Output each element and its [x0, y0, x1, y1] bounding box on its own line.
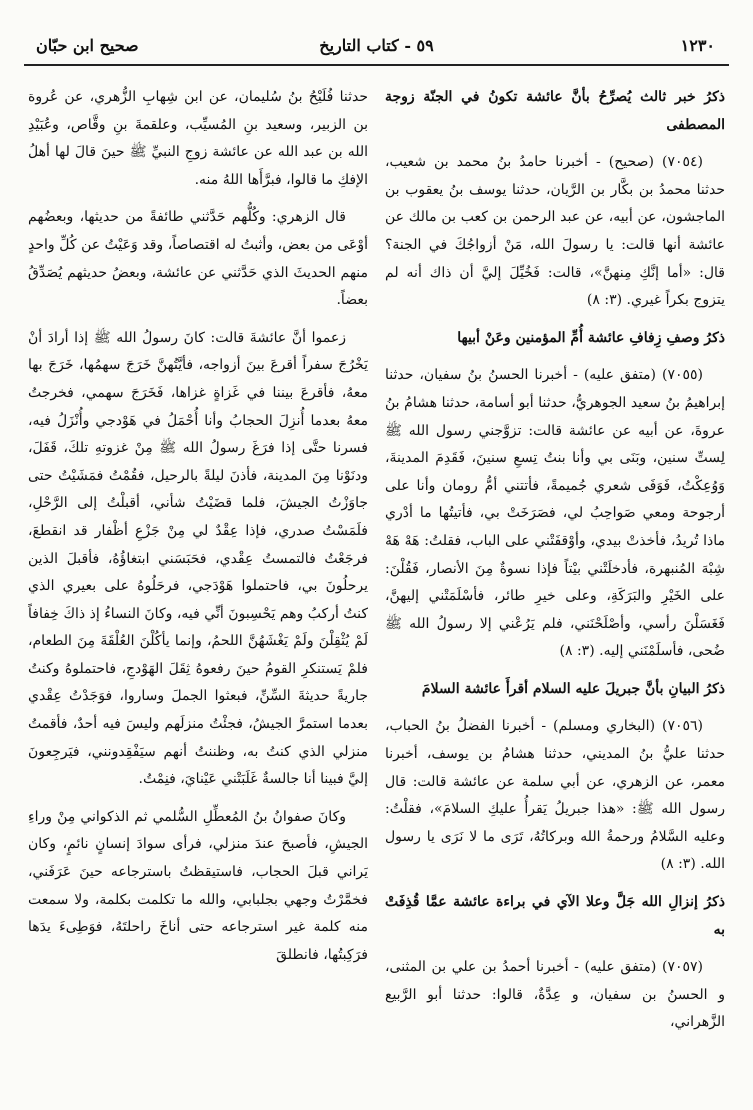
hadith-paragraph: (٧٠٥٦) (البخاري ومسلم) - أخبرنا الفضلُ بنُ الحباب، حدثنا عليُّ بنُ المديني، حدثنا هشامُ بن يوسف، أخبرنا معمر، عن الزهري، عن أبي سلمة عن عائشة قالت: قال رسول الله ﷺ: «هذا جبريلُ يَقرأُ عليكِ السلامَ»، فقلْتُ: وعليه السَّلامُ ورحمةُ الله وبركاتُهُ، تَرَى ما لا نَرَى يا رسول الله. (٣: ٨) — [385, 718, 725, 873]
header-rule — [24, 64, 729, 66]
right-column — [385, 84, 725, 1100]
hadith-paragraph: (٧٠٥٧) (متفق عليه) - أخبرنا أحمدُ بن علي بن المثنى، و الحسنُ بن سفيان، و عِدَّةٌ، قالوا: حدثنا أبو الرَّبيع الزَّهراني، — [385, 959, 725, 1031]
left-column — [28, 84, 368, 1100]
page-number: ١٢٣٠ — [680, 36, 715, 55]
chapter-title: ٥٩ - كتاب التاريخ — [319, 36, 434, 55]
text-paragraph: زعموا أنَّ عائشةَ قالت: كانَ رسولُ الله ﷺ إذا أرادَ أنْ يَخْرُجَ سفراً أقرعَ بينَ أزواجه، فأيَّتُهنَّ خَرَجَ سهمُها، خَرَجَ بها معهُ، فأقرعَ بيننا في غَزاةٍ غزاها، فَخَرَجَ سهمي، فخرجتُ معهُ بعدما أُنزِلَ الحجابُ وأنا أُحْمَلُ في هَوْدجي وأُنْزَلُ فيه، فسرنا حتَّى إذا فرَغَ رسولُ الله ﷺ مِنْ غزوتهِ تلكَ، قَفَلَ، ودنَوْنا مِنَ المدينة، فأذنَ ليلةً بالرحيل، فقُمْتُ فمَشَيْتُ حتى جاوَزْتُ الجيشَ، فلما قضَيْتُ شأني، أقبلْتُ إلى الرَّحْلِ، فلَمَسْتُ صدري، فإذا عِقْدٌ لي مِنْ جَزْعِ أظْفار قد انقطعَ، فرجَعْتُ فالتمستُ عِقْدي، فحَبَسَني ابتغاؤُهُ، فأقبلَ الذين يرحلُونَ بي، فاحتملوا هَوْدَجي، فرحَلُوهُ على بعيري الذي كنتُ أركبُ وهم يَحْسِبونَ أنِّي فيه، وكانَ النساءُ إذ ذاكَ خِفافاً لَمْ يُثْقِلْنَ ولَمْ يَغْشَهُنَّ اللحمُ، وإنما يأكُلْنَ العُلْقَةَ مِنَ الطعام، فلمْ يَستنكرِ القومُ حينَ رفعوهُ ثِقَلَ الهَوْدجِ، فاحتملوهُ وكنتُ جاريةً حديثةَ السِّنِّ، فبعثوا الجملَ وساروا، فوَجَدْتُ عِقْدي بعدما استمرَّ الجيشُ، فجئْتُ منزلَهم وليسَ فيه أحدٌ، فأقمتُ منزلي الذي كنتُ به، وظننتُ أنهم سيَفْقِدونني، فيَرجِعونَ إليَّ فبينا أنا جالسةٌ غَلَبَتْني عَيْنايَ، فنِمْتُ. — [28, 329, 368, 788]
section-heading: ذكرُ إنزالِ الله جَلَّ وعلا الآي في براءة عائشة عمَّا قُذِفَتْ به — [385, 894, 725, 938]
book-title: صحيح ابن حبّان — [36, 36, 139, 55]
section-heading: ذكرُ البيانِ بأنَّ جبريلَ عليه السلام أقرأَ عائشة السلامَ — [421, 680, 725, 697]
hadith-paragraph: (٧٠٥٥) (متفق عليه) - أخبرنا الحسنُ بنُ سفيان، حدثنا إبراهيمُ بنُ سعيد الجوهريُّ، حدثنا أبو أسامة، حدثنا هشامُ بنُ عروةَ، عن أبيه عن عائشة قالت: تزوَّجني رسول الله ﷺ لِستِّ سنين، وبَنَى بي وأنا بنتُ تِسعِ سنينَ، فَقَدِمَ المدينةَ، وَوُعِكْتُ، فَوَفَى شعري جُميمةً، فأتتني أمُّ رومان وأنا على أرجوحة ومعي صَواحِبُ لي، فصَرَخَتْ بي، فأتيتُها ما أدْري ماذا تُريدُ، فأخذتْ بيدي، وأوْقفَتْني على الباب، فقلتُ: هَهْ هَهْ شِبْهَ المُنبهرة، فأدخلَتْني بيْتاً فإذا نسوةٌ مِنَ الأنصار، فَقُلْنَ: على الخَيْرِ والبَرَكَةِ، وعلى خيرِ طائر، فأسْلَمَتْني إليهنَّ، فَغَسَلْنَ رأسي، وأصْلَحْنَني، فلم يَرُعْني إلا رسولُ الله ﷺ ضُحى، فأسلَمْنَني إليه. (٣: ٨) — [385, 367, 725, 660]
text-paragraph: وكانَ صفوانُ بنُ المُعطِّلِ السُّلمي ثم الذكواني مِنْ وراءِ الجيشِ، فأصبحَ عندَ منزلي، فرأى سوادَ إنسانٍ نائمٍ، وكان يَراني قبلَ الحجاب، فاستيقظتُ باسترجاعه حينَ عَرَفَني، فخمَّرْتُ وجهي بجلبابي، والله ما تكلمت بكلمة، ولا سمعت منه كلمة غير استرجاعه حتى أناخَ راحلتَهُ، فوَطِىءَ يدَها فرَكِبتُها، فانطلقَ — [28, 808, 368, 963]
page-header — [0, 0, 753, 70]
text-paragraph: قال الزهري: وكُلُّهم حَدَّثني طائفةً من حديثها، وبعضُهم أوْعَى من بعض، وأثبتُ له اقتصاصاً، وقد وَعَيْتُ عن كُلِّ واحدٍ منهم الحديثَ الذي حَدَّثني عن عائشة، وبعضُ حديثهم يُصَدِّقُ بعضاً. — [28, 209, 368, 309]
hadith-paragraph: (٧٠٥٤) (صحيح) - أخبرنا حامدُ بنُ محمد بن شعيب، حدثنا محمدُ بن بكَّار بن الرَّيان، حدثنا يوسف بنُ يعقوب بن الماجشون، عن أبيه، عن عبد الرحمن بن كعب بن مالك عن عائشة أنها قالت: يا رسولَ الله، مَنْ أزواجُكَ في الجنة؟ قال: «أما إنَّكِ مِنهنَّ»، قالت: فَخُيِّلَ إليَّ أن ذاك أنه لم يتزوج بكراً غيري. (٣: ٨) — [385, 154, 725, 309]
section-heading: ذكرُ وصفِ زِفافِ عائشة أُمِّ المؤمنين وعَنْ أبيها — [457, 329, 725, 346]
text-paragraph: حدثنا فُلَيْحُ بنُ سُليمان، عن ابن شِهابِ الزُّهري، عن عُروة بن الزبير، وسعيد بنِ المُسيِّب، وعلقمةَ بنِ وقَّاص، وعُبَيْدِ الله بن عبد الله عن عائشة زوجِ النبيِّ ﷺ حينَ قالَ لها أهلُ الإفكِ ما قالوا، فبرَّأَها اللهُ منه. — [28, 89, 368, 188]
section-heading: ذكرُ خبر ثالث يُصرِّحُ بأنَّ عائشة تكونُ في الجنّة زوجة المصطفى — [385, 89, 725, 133]
